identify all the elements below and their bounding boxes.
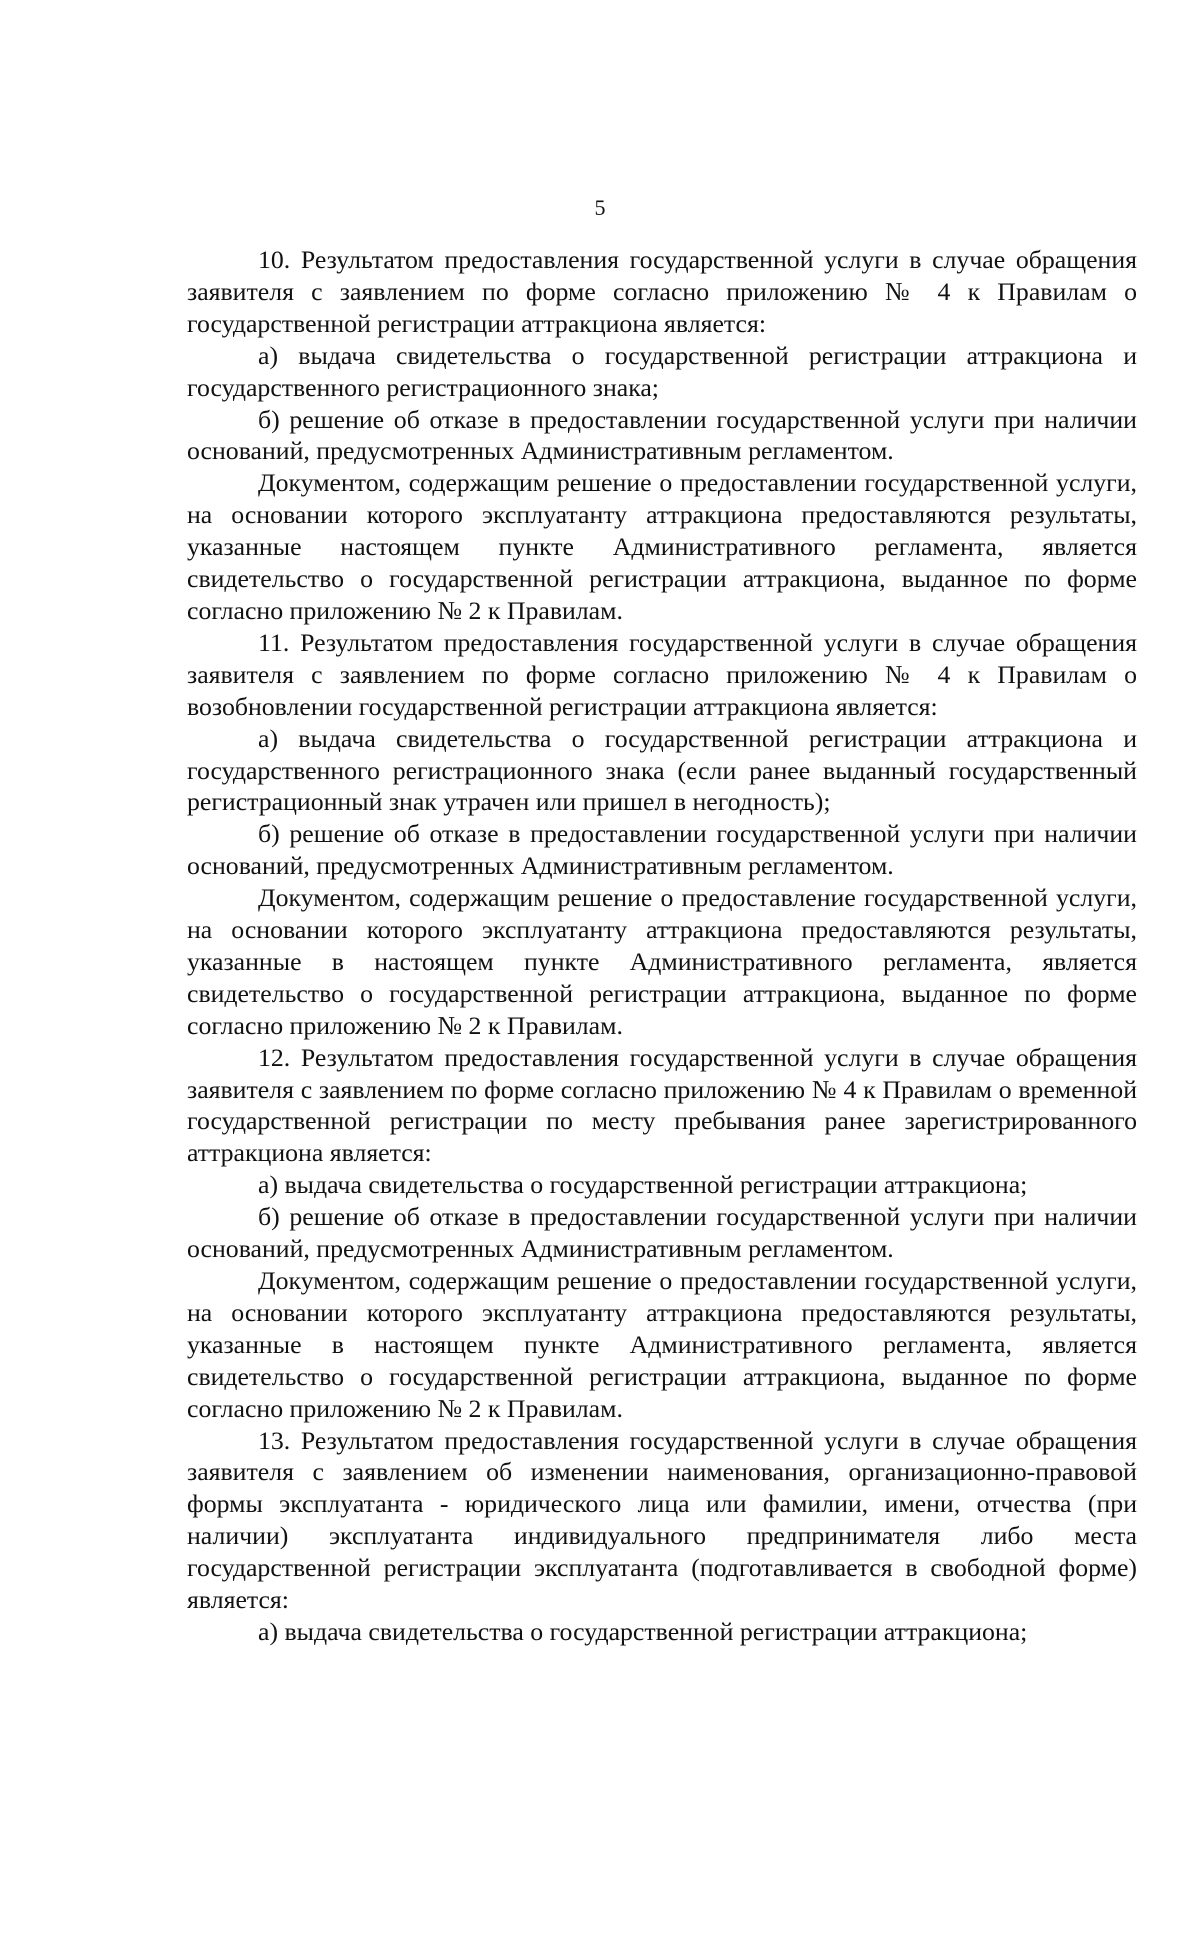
paragraph-13-item-a: а) выдача свидетельства о государственной регистрации аттракциона; (258, 1616, 1028, 1646)
paragraph-11-item-a: а) выдача свидетельства о государственной регистрации аттракциона и государственного регистрационного знака (если ранее выданный государственный регистрационный знак утрачен или пришел в негодность); (187, 723, 1137, 817)
document-body (187, 244, 1137, 1648)
paragraph-12-item-a: а) выдача свидетельства о государственной регистрации аттракциона; (258, 1170, 1028, 1200)
paragraph-12-document: Документом, содержащим решение о предоставлении государственной услуги, на основании которого эксплуатанту аттракциона предоставляются результаты, указанные в настоящем пункте Административного регламента, является свидетельство о государственной регистрации аттракциона, выданное по форме согласно приложению № 2 к Правилам. (187, 1266, 1137, 1423)
paragraph-13-intro: 13. Результатом предоставления государственной услуги в случае обращения заявителя с заявлением об изменении наименования, организационно-правовой формы эксплуатанта - юридического лица или фамилии, имени, отчества (при наличии) эксплуатанта индивидуального предпринимателя либо места государственной регистрации эксплуатанта (подготавливается в свободной форме) является: (187, 1425, 1137, 1615)
paragraph-10-intro: 10. Результатом предоставления государственной услуги в случае обращения заявителя с заявлением по форме согласно приложению № 4 к Правилам о государственной регистрации аттракциона является: (187, 245, 1137, 338)
paragraph-12-intro: 12. Результатом предоставления государственной услуги в случае обращения заявителя с заявлением по форме согласно приложению № 4 к Правилам о временной государственной регистрации по месту пребывания ранее зарегистрированного аттракциона является: (187, 1042, 1137, 1168)
page-number: 5 (594, 195, 606, 220)
paragraph-12-item-b: б) решение об отказе в предоставлении государственной услуги при наличии оснований, предусмотренных Административным регламентом. (187, 1202, 1137, 1264)
paragraph-11-document: Документом, содержащим решение о предоставление государственной услуги, на основании которого эксплуатанту аттракциона предоставляются результаты, указанные в настоящем пункте Административного регламента, является свидетельство о государственной регистрации аттракциона, выданное по форме согласно приложению № 2 к Правилам. (187, 883, 1137, 1040)
paragraph-11-item-b: б) решение об отказе в предоставлении государственной услуги при наличии оснований, предусмотренных Административным регламентом. (187, 819, 1137, 881)
paragraph-11-intro: 11. Результатом предоставления государственной услуги в случае обращения заявителя с заявлением по форме согласно приложению № 4 к Правилам о возобновлении государственной регистрации аттракциона является: (187, 627, 1137, 721)
paragraph-10-item-b: б) решение об отказе в предоставлении государственной услуги при наличии оснований, предусмотренных Административным регламентом. (187, 404, 1137, 466)
paragraph-10-item-a: а) выдача свидетельства о государственной регистрации аттракциона и государственного регистрационного знака; (187, 340, 1137, 402)
paragraph-10-document: Документом, содержащим решение о предоставлении государственной услуги, на основании которого эксплуатанту аттракциона предоставляются результаты, указанные настоящем пункте Административного регламента, является свидетельство о государственной регистрации аттракциона, выданное по форме согласно приложению № 2 к Правилам. (187, 468, 1137, 625)
